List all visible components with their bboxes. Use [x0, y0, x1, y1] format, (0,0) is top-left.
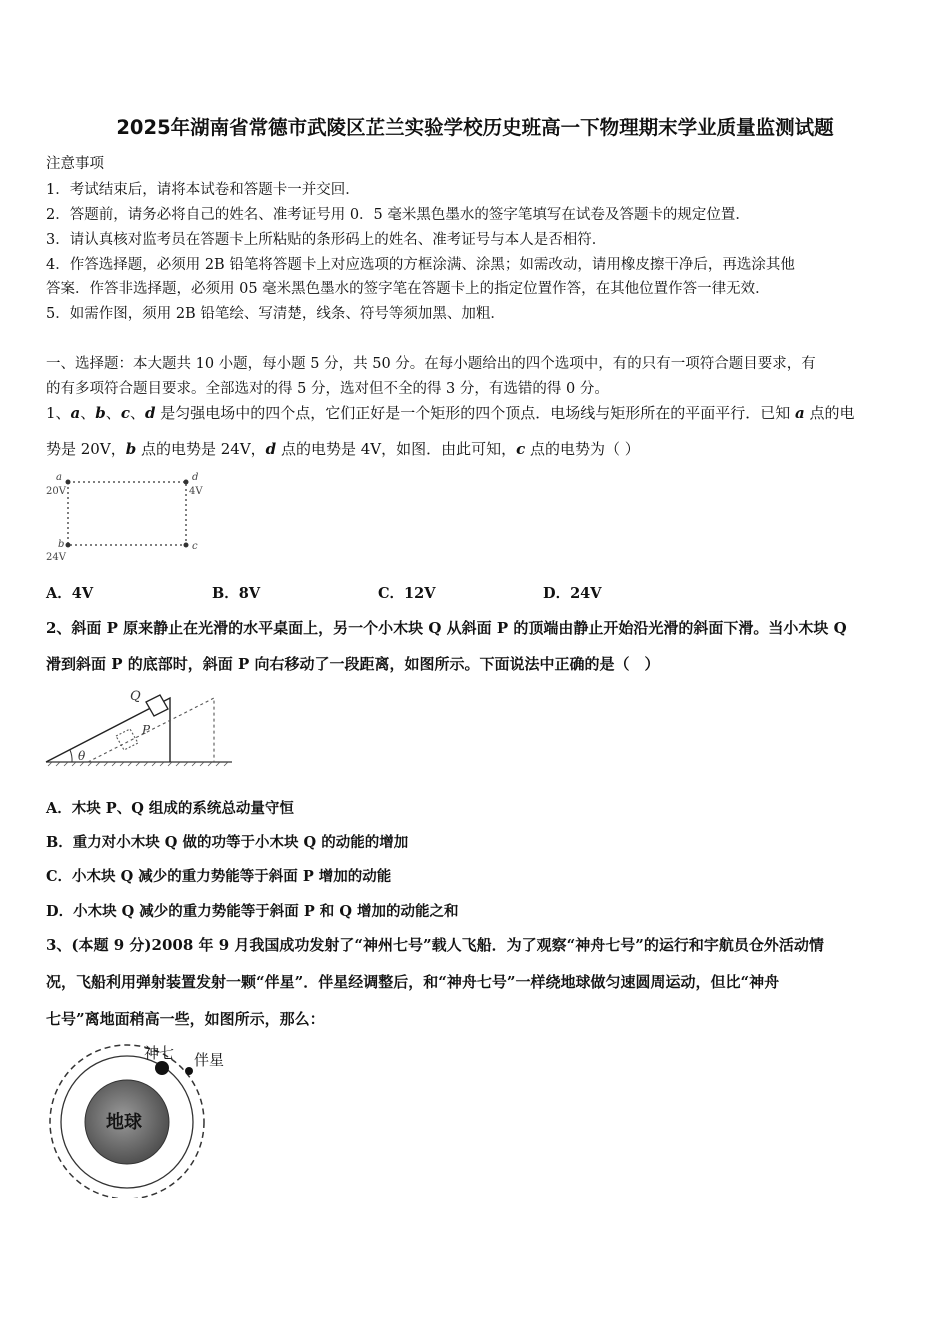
q1-var-c: c	[120, 404, 130, 422]
q1-var-d: d	[144, 404, 156, 422]
q1-var-a: a	[795, 404, 805, 422]
q1-var-b: b	[95, 404, 106, 422]
q2-angle-arc	[70, 750, 72, 762]
q1-point-a	[66, 480, 71, 485]
q1-var-d: d	[265, 440, 277, 458]
q3-stem-line-3: 七号”离地面稍高一些，如图所示，那么：	[46, 1010, 325, 1028]
q1-text: 势是 20V，	[46, 440, 126, 458]
exam-title: 2025年湖南省常德市武陵区芷兰实验学校历史班高一下物理期末学业质量监测试题	[116, 116, 834, 139]
q1-rectangle-figure	[40, 468, 220, 568]
q2-block-q	[146, 695, 168, 716]
notice-item-4: 4．作答选择题，必须用 2B 铅笔将答题卡上对应选项的方框涂满、涂黑；如需改动，请用橡皮擦干净后，再选涂其他	[46, 257, 795, 273]
notice-item-5: 5．如需作图，须用 2B 铅笔绘、写清楚，线条、符号等须加黑、加粗．	[46, 306, 505, 322]
q2-label-q: Q	[130, 689, 141, 704]
section-intro-line-2: 的有多项符合题目要求。全部选对的得 5 分，选对但不全的得 3 分，有选错的得 0 分。	[46, 381, 609, 397]
q3-label-earth: 地球	[106, 1112, 142, 1133]
q1-text: 点的电	[804, 404, 855, 422]
q2-stem-line-2: 滑到斜面 P 的底部时，斜面 P 向右移动了一段距离，如图所示。下面说法中正确的是（ ）	[46, 655, 660, 673]
q3-companion-satellite	[185, 1067, 193, 1075]
notice-item-3: 3．请认真核对监考员在答题卡上所粘贴的条形码上的姓名、准考证号与本人是否相符．	[46, 232, 607, 248]
q1-var-c: c	[516, 440, 526, 458]
q3-shenqi-spacecraft	[155, 1061, 169, 1075]
q3-stem-line-1: 3、(本题 9 分)2008 年 9 月我国成功发射了“神州七号”载人飞船．为了观察“神舟七号”的运行和宇航员仓外活动情	[46, 936, 824, 954]
q1-stem-line-2	[46, 438, 640, 459]
notice-item-2: 2．答题前，请务必将自己的姓名、准考证号用 0．5 毫米黑色墨水的签字笔填写在试卷及答题卡的规定位置．	[46, 207, 750, 223]
q2-option-d[interactable]: D．小木块 Q 减少的重力势能等于斜面 P 和 Q 增加的动能之和	[46, 903, 459, 920]
q1-dashed-rectangle	[68, 482, 186, 545]
q2-label-theta: θ	[78, 749, 86, 763]
q1-text: 、	[80, 404, 96, 422]
q1-point-b	[66, 543, 71, 548]
q1-label-a: a	[56, 472, 62, 483]
q1-stem-line-1	[46, 402, 855, 423]
q1-option-b[interactable]: B．8V	[212, 585, 261, 602]
q1-text: 点的电势为（ ）	[525, 440, 640, 458]
notice-item-1: 1．考试结束后，请将本试卷和答题卡一并交回．	[46, 182, 360, 198]
q1-label-d: d	[192, 472, 199, 483]
q1-option-d[interactable]: D．24V	[543, 585, 602, 602]
section-intro-line-1: 一、选择题：本大题共 10 小题，每小题 5 分，共 50 分。在每小题给出的四个选项中，有的只有一项符合题目要求，有	[46, 356, 816, 372]
q1-point-c	[184, 543, 189, 548]
q1-text: 点的电势是 24V，	[136, 440, 266, 458]
notice-heading: 注意事项	[46, 156, 104, 172]
q1-text: 、	[105, 404, 121, 422]
q3-stem-line-2: 况，飞船利用弹射装置发射一颗“伴星”．伴星经调整后，和“神舟七号”一样绕地球做匀速圆周运动，但比“神舟	[46, 973, 780, 991]
q2-incline-figure	[42, 676, 242, 772]
q1-voltage-a: 20V	[46, 486, 66, 497]
q1-option-a[interactable]: A．4V	[46, 585, 94, 602]
q2-option-c[interactable]: C．小木块 Q 减少的重力势能等于斜面 P 增加的动能	[46, 868, 392, 885]
q1-text: 1、	[46, 404, 71, 422]
notice-item-4-cont: 答案．作答非选择题，必须用 05 毫米黑色墨水的签字笔在答题卡上的指定位置作答，在其他位置作答一律无效．	[46, 281, 770, 297]
q1-text: 点的电势是 4V，如图．由此可知，	[276, 440, 517, 458]
q1-voltage-b: 24V	[46, 552, 66, 563]
q1-text: 、	[129, 404, 145, 422]
q1-label-b: b	[58, 539, 65, 550]
q2-option-b[interactable]: B．重力对小木块 Q 做的功等于小木块 Q 的动能的增加	[46, 834, 409, 851]
q1-option-c[interactable]: C．12V	[378, 585, 436, 602]
q2-block-q-moved	[116, 729, 138, 750]
q3-orbit-figure	[42, 1038, 242, 1198]
q1-var-b: b	[125, 440, 137, 458]
q1-text: 是匀强电场中的四个点，它们正好是一个矩形的四个顶点．电场线与矩形所在的平面平行．已知	[155, 404, 796, 422]
q1-point-d	[184, 480, 189, 485]
q3-label-shenqi: 神七	[144, 1044, 175, 1062]
q1-label-c: c	[192, 541, 198, 552]
q2-option-a[interactable]: A．木块 P、Q 组成的系统总动量守恒	[46, 800, 294, 817]
q3-label-banxing: 伴星	[194, 1051, 225, 1069]
q2-label-p: P	[142, 723, 151, 737]
q2-stem-line-1: 2、斜面 P 原来静止在光滑的水平桌面上，另一个小木块 Q 从斜面 P 的顶端由静止开始沿光滑的斜面下滑。当小木块 Q	[46, 619, 847, 637]
q1-var-a: a	[70, 404, 81, 422]
q1-voltage-d: 4V	[189, 486, 203, 497]
